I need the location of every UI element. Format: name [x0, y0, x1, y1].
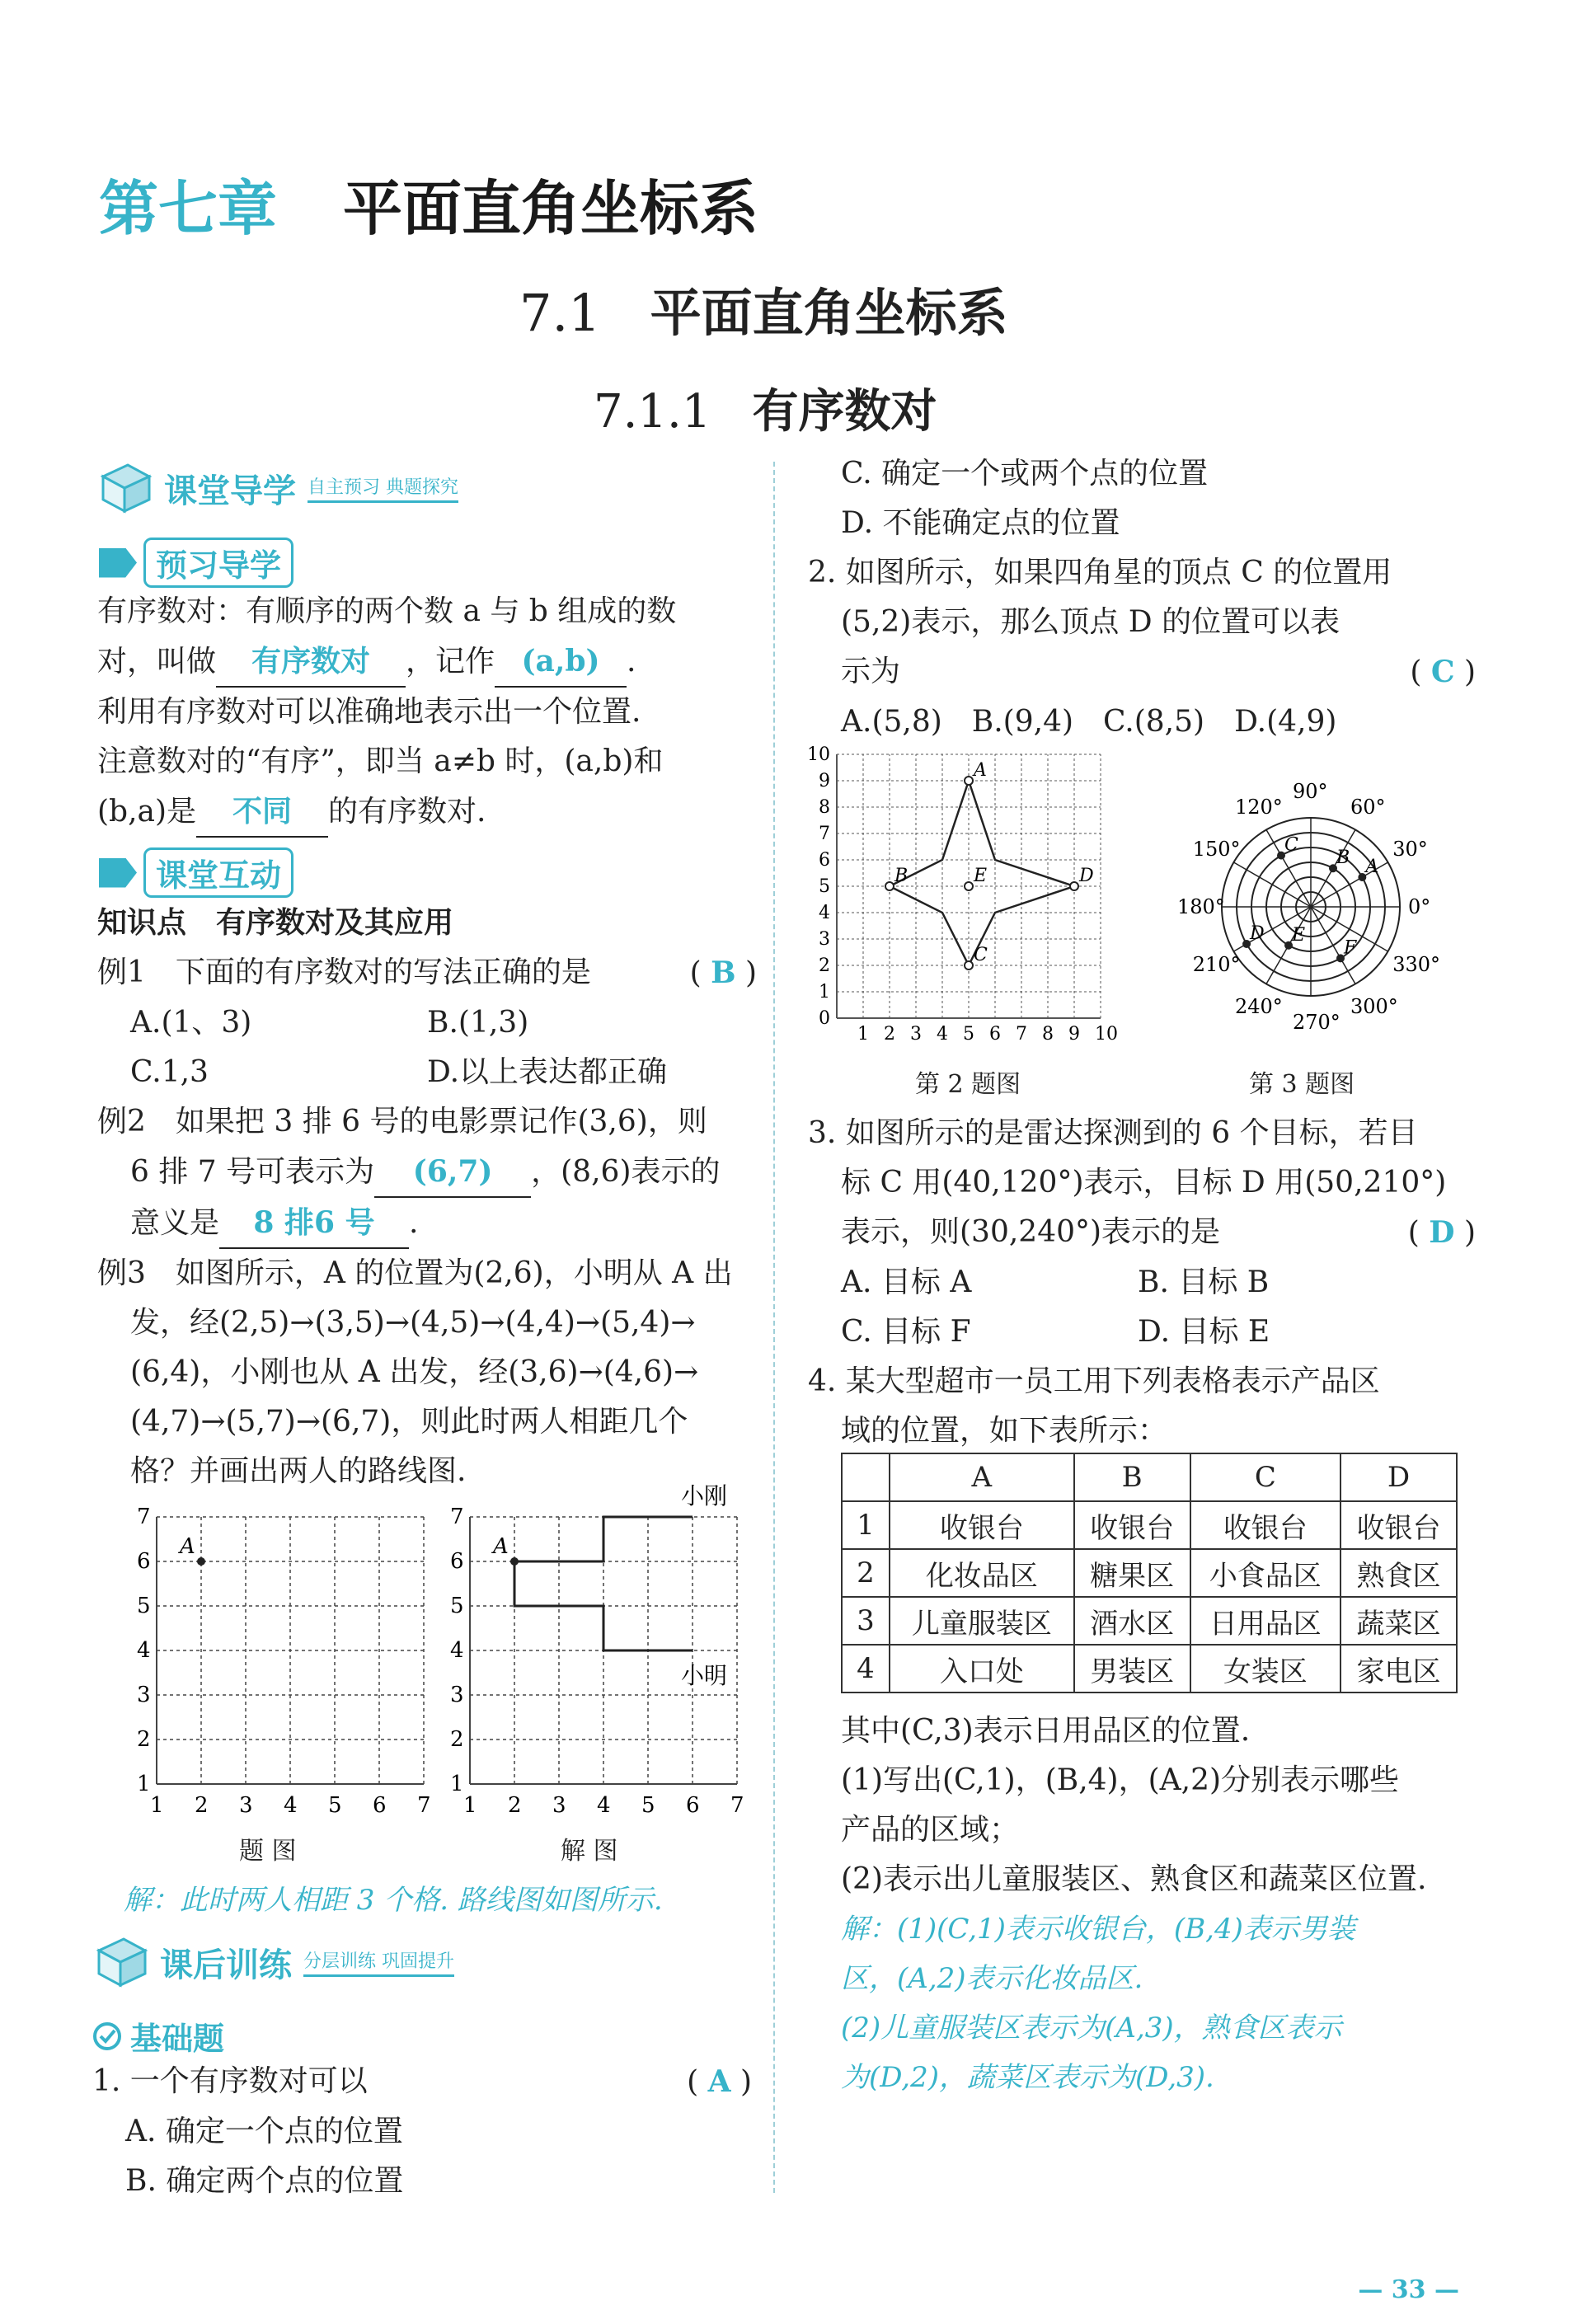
check-circle-icon — [92, 2021, 122, 2051]
text-line: 其中(C,3)表示日用品区的位置. — [841, 1714, 1251, 1748]
route-label: 小刚 — [681, 1482, 728, 1509]
options-row: A.(5,8) B.(9,4) C.(8,5) D.(4,9) — [841, 705, 1337, 739]
table-cell: 儿童服装区 — [890, 1597, 1074, 1645]
table-cell: C — [1190, 1453, 1340, 1501]
x-tick-label: 1 — [150, 1793, 164, 1818]
table-cell: 入口处 — [890, 1645, 1074, 1693]
table-cell: 蔬菜区 — [1340, 1597, 1457, 1645]
band-after-class — [91, 1936, 454, 1988]
cube-icon — [95, 462, 153, 514]
blank-fill: 有序数对 — [216, 636, 406, 688]
y-tick-label: 6 — [450, 1549, 464, 1574]
text-line: 4. 某大型超市一员工用下列表格表示产品区 — [808, 1364, 1380, 1398]
section-title: 平面直角坐标系 — [650, 283, 1008, 343]
option: B. 确定两个点的位置 — [125, 2164, 404, 2198]
angle-label: 270° — [1293, 1011, 1340, 1034]
basic-label: 基础题 — [130, 2021, 225, 2057]
y-tick-label: 4 — [450, 1638, 464, 1663]
grid-figure-question — [132, 1500, 429, 1855]
table-cell: 1 — [842, 1501, 890, 1549]
x-tick-label: 2 — [884, 1024, 895, 1045]
arrow-icon — [99, 858, 137, 888]
arrow-icon — [99, 548, 137, 578]
target-label: E — [1292, 924, 1306, 946]
option: C. 目标 F — [841, 1315, 971, 1349]
y-tick-label: 9 — [819, 771, 830, 791]
table-row — [842, 1645, 1457, 1693]
table-cell: 日用品区 — [1190, 1597, 1340, 1645]
y-tick-label: 6 — [819, 850, 830, 871]
basic-heading — [92, 2013, 224, 2059]
text-span: ，(8,6)表示的 — [531, 1155, 721, 1189]
text-span: 对，叫做 — [97, 645, 217, 678]
options-row — [808, 1258, 1476, 1308]
text-line: 有序数对：有顺序的两个数 a 与 b 组成的数 — [97, 594, 677, 628]
table-cell: D — [1340, 1453, 1457, 1501]
text-line — [97, 1147, 757, 1198]
option: A. 确定一个点的位置 — [125, 2115, 403, 2148]
y-tick-label: 5 — [450, 1594, 464, 1618]
y-tick-label: 2 — [137, 1727, 151, 1752]
y-tick-label: 7 — [450, 1505, 464, 1529]
text-line: (2)表示出儿童服装区、熟食区和蔬菜区位置. — [841, 1862, 1427, 1896]
pill-label: 预习导学 — [143, 538, 293, 588]
table-cell: 熟食区 — [1340, 1549, 1457, 1597]
figure-caption: 解 图 — [561, 1837, 618, 1866]
angle-label: 180° — [1177, 895, 1225, 918]
page-number: — 33 — — [1358, 2275, 1459, 2304]
y-tick-label: 7 — [137, 1505, 151, 1529]
angle-label: 60° — [1350, 795, 1386, 819]
route-xiaogang — [514, 1517, 693, 1561]
y-tick-label: 3 — [450, 1683, 464, 1707]
x-tick-label: 6 — [989, 1024, 1001, 1045]
table-row — [842, 1501, 1457, 1549]
x-tick-label: 2 — [195, 1793, 209, 1818]
pill-preview — [99, 538, 293, 588]
text-line — [97, 948, 757, 998]
route-label: 小明 — [681, 1662, 728, 1689]
y-tick-label: 1 — [450, 1772, 464, 1796]
x-tick-label: 5 — [328, 1793, 342, 1818]
table-cell: 女装区 — [1190, 1645, 1340, 1693]
star-vertex — [965, 777, 973, 785]
text-span: 6 排 7 号可表示为 — [130, 1155, 375, 1189]
y-tick-label: 5 — [819, 876, 830, 897]
text-line: 例3 如图所示，A 的位置为(2,6)，小明从 A 出 — [97, 1256, 733, 1290]
text-span: ，记作 — [406, 645, 495, 678]
y-tick-label: 10 — [807, 744, 830, 765]
text-line: (5,2)表示，那么顶点 D 的位置可以表 — [841, 605, 1340, 639]
answer: B — [711, 955, 736, 990]
option: D. 不能确定点的位置 — [841, 506, 1120, 540]
section-number: 7.1 — [519, 283, 601, 343]
x-tick-label: 1 — [463, 1793, 477, 1818]
chapter-number: 第七章 — [99, 174, 278, 243]
table-cell: 糖果区 — [1074, 1549, 1190, 1597]
point-label: A — [180, 1534, 195, 1559]
x-tick-label: 2 — [508, 1793, 522, 1818]
y-tick-label: 5 — [137, 1594, 151, 1618]
table-cell: 3 — [842, 1597, 890, 1645]
text-line: 3. 如图所示的是雷达探测到的 6 个目标，若目 — [808, 1116, 1418, 1150]
x-tick-label: 3 — [239, 1793, 253, 1818]
text-line — [97, 636, 757, 688]
text-span: 示为 — [841, 655, 901, 688]
y-tick-label: 8 — [819, 797, 830, 818]
band-title: 课堂导学 — [164, 472, 296, 510]
chapter-title: 平面直角坐标系 — [343, 174, 759, 243]
y-tick-label: 0 — [819, 1008, 830, 1029]
y-tick-label: 1 — [137, 1772, 151, 1796]
angle-label: 210° — [1192, 953, 1241, 976]
subsection-heading — [594, 375, 937, 441]
blank-fill: 8 排6 号 — [219, 1198, 409, 1249]
route-xiaoming — [514, 1561, 693, 1650]
band-classroom-guide — [95, 462, 458, 514]
answer-bracket: ( C ) — [1410, 655, 1476, 689]
y-tick-label: 6 — [137, 1549, 151, 1574]
x-tick-label: 7 — [1016, 1024, 1027, 1045]
band-subtitle: 分层训练 巩固提升 — [303, 1947, 454, 1977]
x-tick-label: 1 — [857, 1024, 869, 1045]
table-cell: 收银台 — [1340, 1501, 1457, 1549]
text-span: 的有序数对. — [328, 795, 486, 829]
text-line — [808, 647, 1476, 697]
answer: D — [1429, 1215, 1455, 1250]
x-tick-label: 10 — [1095, 1024, 1118, 1045]
solution-line: 解：(1)(C,1)表示收银台，(B,4)表示男装 — [841, 1913, 1355, 1946]
x-tick-label: 4 — [284, 1793, 298, 1818]
question-text: 1. 一个有序数对可以 — [92, 2064, 368, 2098]
text-span: . — [627, 645, 636, 678]
text-span: 意义是 — [130, 1206, 220, 1240]
star-vertex — [965, 961, 973, 970]
band-subtitle: 自主预习 典题探究 — [308, 473, 458, 503]
text-line: (1)写出(C,1)，(B,4)，(A,2)分别表示哪些 — [841, 1763, 1400, 1797]
preview-text — [97, 587, 757, 838]
text-line — [97, 786, 757, 838]
q4-block — [841, 1707, 1476, 2102]
figure-caption: 第 3 题图 — [1249, 1070, 1355, 1099]
options-row — [808, 1308, 1476, 1357]
text-line: 例2 如果把 3 排 6 号的电影票记作(3,6)，则 — [97, 1105, 707, 1139]
x-tick-label: 5 — [641, 1793, 655, 1818]
subsection-title: 有序数对 — [752, 385, 937, 439]
target-label: F — [1344, 937, 1357, 959]
text-line: (4,7)→(5,7)→(6,7)，则此时两人相距几个 — [130, 1405, 688, 1439]
text-line — [97, 1198, 757, 1249]
table-cell: 收银台 — [1074, 1501, 1190, 1549]
y-tick-label: 3 — [137, 1683, 151, 1707]
table-cell: A — [890, 1453, 1074, 1501]
solution-line: 区，(A,2)表示化妆品区. — [841, 1962, 1143, 1995]
target-label: A — [1365, 857, 1379, 877]
options-row — [97, 1048, 757, 1097]
grid-figure-solution — [445, 1482, 750, 1855]
y-tick-label: 1 — [819, 982, 830, 1002]
y-tick-label: 4 — [137, 1638, 151, 1663]
cube-icon — [91, 1936, 148, 1988]
radar-spoke — [1233, 862, 1311, 907]
subsection-number: 7.1.1 — [594, 385, 711, 439]
zone-table — [841, 1453, 1458, 1693]
answer-bracket: ( B ) — [689, 955, 757, 990]
right-top-block — [808, 449, 1476, 747]
answer-bracket: ( D ) — [1407, 1215, 1476, 1250]
figure-caption: 第 2 题图 — [915, 1070, 1021, 1099]
text-line: 利用有序数对可以准确地表示出一个位置. — [97, 695, 641, 729]
point-A — [510, 1557, 519, 1566]
angle-label: 120° — [1235, 795, 1283, 819]
y-tick-label: 4 — [819, 903, 830, 923]
examples-block — [97, 899, 757, 1496]
figure-caption: 题 图 — [239, 1837, 297, 1866]
point-A — [197, 1557, 205, 1566]
table-cell: 收银台 — [1190, 1501, 1340, 1549]
angle-label: 240° — [1235, 995, 1283, 1019]
table-cell: 化妆品区 — [890, 1549, 1074, 1597]
y-tick-label: 7 — [819, 824, 830, 844]
x-tick-label: 7 — [730, 1793, 744, 1818]
star-vertex — [885, 882, 894, 890]
star-vertex — [1070, 882, 1078, 890]
y-tick-label: 3 — [819, 929, 830, 950]
table-cell: 酒水区 — [1074, 1597, 1190, 1645]
x-tick-label: 3 — [910, 1024, 922, 1045]
angle-label: 150° — [1192, 838, 1241, 861]
text-line: 格？并画出两人的路线图. — [130, 1454, 467, 1488]
pill-interaction — [99, 847, 293, 898]
point-label: A — [493, 1534, 509, 1559]
answer: C — [1430, 655, 1455, 689]
answer-bracket: ( A ) — [687, 2064, 752, 2099]
table-row — [842, 1597, 1457, 1645]
q3-block — [808, 1109, 1476, 1456]
blank-fill: 不同 — [196, 786, 328, 838]
table-cell: 2 — [842, 1549, 890, 1597]
x-tick-label: 7 — [417, 1793, 431, 1818]
target-label: D — [1250, 923, 1265, 944]
text-line: 产品的区域； — [841, 1813, 1020, 1847]
text-line: 发，经(2,5)→(3,5)→(4,5)→(4,4)→(5,4)→ — [130, 1306, 696, 1340]
pill-label: 课堂互动 — [143, 847, 293, 898]
star-vertex — [965, 882, 973, 890]
q1-block — [92, 2057, 752, 2206]
option: C. 确定一个或两个点的位置 — [841, 457, 1209, 491]
x-tick-label: 5 — [963, 1024, 974, 1045]
solution-line: (2)儿童服装区表示为(A,3)，熟食区表示 — [841, 2012, 1342, 2045]
x-tick-label: 6 — [373, 1793, 387, 1818]
section-heading — [519, 272, 1008, 345]
table-cell: 家电区 — [1340, 1645, 1457, 1693]
x-tick-label: 8 — [1042, 1024, 1054, 1045]
vertex-label: D — [1079, 866, 1094, 886]
y-tick-label: 2 — [819, 955, 830, 976]
text-line: 注意数对的“有序”，即当 a≠b 时，(a,b)和 — [97, 744, 664, 778]
solution-line: 为(D,2)，蔬菜区表示为(D,3). — [841, 2061, 1214, 2094]
text-line — [92, 2057, 752, 2107]
vertex-label: E — [974, 866, 988, 886]
page-number-value: 33 — [1391, 2275, 1426, 2304]
table-header-row — [842, 1453, 1457, 1501]
option: C.1,3 — [130, 1055, 209, 1089]
option: B. 目标 B — [1138, 1265, 1270, 1299]
x-tick-label: 4 — [597, 1793, 611, 1818]
text-span: . — [409, 1206, 419, 1240]
angle-label: 90° — [1293, 780, 1328, 803]
text-line: 2. 如图所示，如果四角星的顶点 C 的位置用 — [808, 556, 1392, 589]
chapter-heading — [99, 161, 758, 246]
table-cell: 小食品区 — [1190, 1549, 1340, 1597]
blank-fill: (6,7) — [374, 1147, 531, 1198]
band-title: 课后训练 — [160, 1946, 292, 1984]
x-tick-label: 9 — [1068, 1024, 1080, 1045]
angle-label: 300° — [1350, 995, 1398, 1019]
table-row — [842, 1549, 1457, 1597]
star-figure — [804, 738, 1134, 1051]
option: D.以上表达都正确 — [427, 1055, 668, 1089]
option: D. 目标 E — [1138, 1315, 1270, 1349]
column-divider — [773, 462, 775, 2193]
options-row — [97, 998, 757, 1048]
blank-fill: (a,b) — [495, 636, 627, 688]
table-cell: 男装区 — [1074, 1645, 1190, 1693]
angle-label: 0° — [1408, 895, 1431, 918]
table-cell: 收银台 — [890, 1501, 1074, 1549]
y-tick-label: 2 — [450, 1727, 464, 1752]
angle-label: 330° — [1392, 953, 1441, 976]
option: B.(1,3) — [427, 1006, 529, 1040]
knowledge-point: 知识点 有序数对及其应用 — [97, 906, 454, 940]
table-cell — [842, 1453, 890, 1501]
target-label: C — [1284, 834, 1298, 856]
text-line — [808, 1208, 1476, 1258]
vertex-label: B — [894, 866, 909, 886]
vertex-label: C — [974, 945, 988, 965]
vertex-label: A — [974, 760, 987, 781]
x-tick-label: 3 — [552, 1793, 566, 1818]
text-line: 标 C 用(40,120°)表示，目标 D 用(50,210°) — [841, 1166, 1447, 1200]
example3-solution: 解：此时两人相距 3 个格. 路线图如图所示. — [124, 1884, 663, 1917]
text-span: (b,a)是 — [97, 795, 197, 829]
answer: A — [707, 2064, 731, 2099]
angle-label: 30° — [1392, 838, 1428, 861]
x-tick-label: 4 — [937, 1024, 948, 1045]
radar-figure — [1146, 771, 1476, 1051]
table-cell: 4 — [842, 1645, 890, 1693]
target-label: B — [1336, 847, 1350, 869]
text-line: 域的位置，如下表所示： — [841, 1414, 1168, 1448]
text-span: 表示，则(30,240°)表示的是 — [841, 1215, 1221, 1249]
option: A.(1、3) — [130, 1006, 252, 1040]
option: A. 目标 A — [841, 1265, 972, 1299]
text-line: (6,4)，小刚也从 A 出发，经(3,6)→(4,6)→ — [130, 1355, 699, 1389]
table-cell: B — [1074, 1453, 1190, 1501]
x-tick-label: 6 — [686, 1793, 700, 1818]
question-text: 例1 下面的有序数对的写法正确的是 — [97, 955, 591, 989]
